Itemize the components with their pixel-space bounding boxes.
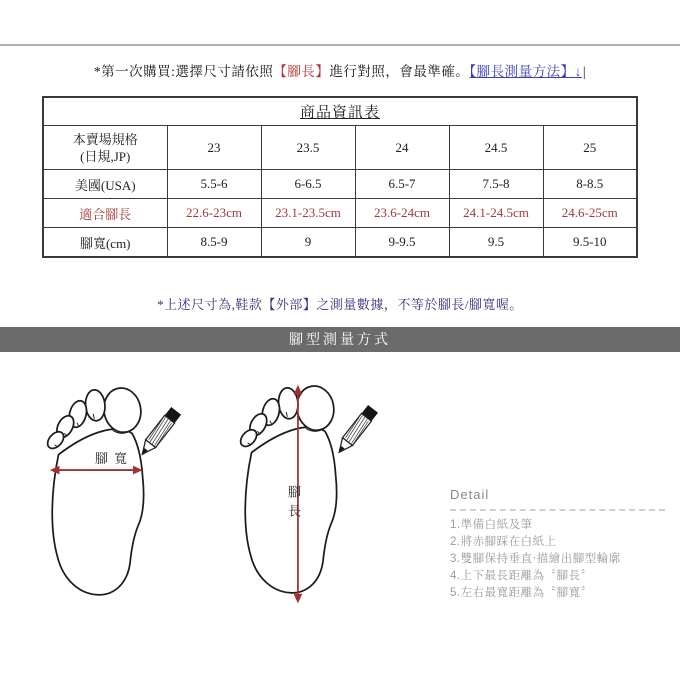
table-cell: 24.6-25cm (543, 199, 637, 228)
table-cell: 8.5-9 (167, 228, 261, 258)
table-cell: 6.5-7 (355, 170, 449, 199)
table-cell: 24 (355, 126, 449, 170)
foot-length-diagram (238, 383, 383, 615)
foot-length-illustration (238, 383, 383, 615)
text-cursor: | (582, 64, 587, 79)
purchase-note (0, 60, 680, 80)
table-row-jp-size (43, 126, 637, 170)
table-cell: 22.6-23cm (167, 199, 261, 228)
table-cell: 5.5-6 (167, 170, 261, 199)
second-toe (84, 389, 106, 422)
row-label-line2: (日規,JP) (80, 148, 131, 164)
table-cell: 23.1-23.5cm (261, 199, 355, 228)
table-cell: 23 (167, 126, 261, 170)
size-chart-table (42, 96, 638, 258)
pencil-icon (334, 405, 378, 456)
measure-method-link[interactable]: 【腳長測量方法】↓ (469, 64, 582, 79)
top-divider (0, 44, 680, 46)
table-cell: 6-6.5 (261, 170, 355, 199)
detail-step: 3.雙腳保持垂直‧描繪出腳型輪廓 (450, 553, 621, 565)
table-footnote: *上述尺寸為,鞋款【外部】之測量數據，不等於腳長/腳寬喔。 (157, 297, 523, 312)
row-label-line1: 本賣場規格 (72, 131, 138, 147)
table-cell: 8-8.5 (543, 170, 637, 199)
table-cell: 23.6-24cm (355, 199, 449, 228)
table-cell: 7.5-8 (449, 170, 543, 199)
table-title: 商品資訊表 (299, 105, 380, 121)
length-label: 腳長 (286, 485, 301, 523)
foot-outline (45, 385, 144, 595)
table-cell: 23.5 (261, 126, 355, 170)
table-row-fit-foot-length (43, 199, 637, 228)
row-label-fit-length: 適合腳長 (43, 199, 167, 228)
purchase-note-middle: 進行對照，會最準確。 (329, 64, 470, 79)
pencil-icon (137, 407, 181, 458)
table-cell: 9.5 (449, 228, 543, 258)
detail-step: 4.上下最長距離為〝腳長〞 (450, 570, 593, 582)
row-label-usa: 美國(USA) (43, 170, 167, 199)
table-title-row (43, 97, 637, 126)
row-label-foot-width: 腳寬(cm) (43, 228, 167, 258)
section-banner: 腳型測量方式 (0, 327, 680, 352)
table-cell: 25 (543, 126, 637, 170)
detail-divider (450, 509, 665, 511)
table-cell: 9.5-10 (543, 228, 637, 258)
detail-heading: Detail (450, 487, 490, 502)
table-cell: 9-9.5 (355, 228, 449, 258)
table-row-usa-size (43, 170, 637, 199)
table-cell: 24.5 (449, 126, 543, 170)
table-cell: 9 (261, 228, 355, 258)
foot-length-tag: 【腳長】 (273, 64, 330, 79)
table-row-foot-width (43, 228, 637, 258)
purchase-note-prefix: *第一次購買:選擇尺寸請依照 (93, 64, 274, 79)
foot-width-diagram (45, 385, 190, 617)
detail-panel (450, 487, 665, 602)
detail-steps (450, 517, 665, 602)
detail-step: 1.準備白紙及筆 (450, 519, 533, 531)
table-cell: 24.1-24.5cm (449, 199, 543, 228)
foot-width-illustration (45, 385, 190, 617)
detail-step: 5.左右最寬距離為〝腳寬〞 (450, 587, 593, 599)
row-label-jp-size (43, 126, 167, 170)
big-toe (100, 385, 144, 435)
width-label: 腳寬 (95, 451, 134, 466)
detail-step: 2.將赤腳踩在白紙上 (450, 536, 557, 548)
